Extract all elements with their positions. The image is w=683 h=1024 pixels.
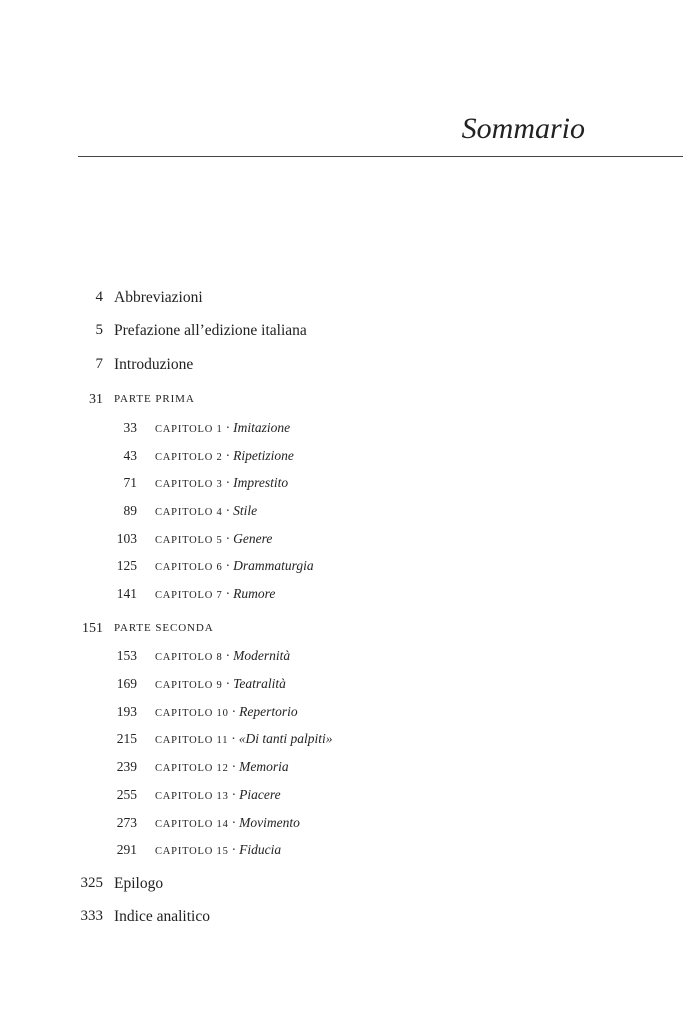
toc-chapter-number: CAPITOLO 1 bbox=[155, 424, 223, 435]
toc-chapter-title: Repertorio bbox=[239, 704, 298, 719]
toc-entry-label: Epilogo bbox=[114, 875, 164, 892]
toc-page-number: 7 bbox=[95, 356, 103, 372]
toc-chapter-number: CAPITOLO 5 bbox=[155, 535, 223, 546]
toc-page-number: 193 bbox=[116, 704, 137, 719]
toc-page-number: 103 bbox=[116, 531, 137, 546]
toc-page-number: 31 bbox=[89, 392, 103, 407]
toc-chapter-title: Fiducia bbox=[239, 842, 282, 857]
toc-page-number: 153 bbox=[116, 648, 137, 663]
table-of-contents: 4 Abbreviazioni 5 Prefazione all’edizione italiana 7 Introduzione 31 PARTE PRIMA 33 CAPITOLO 1 · Imitazione 43 CAPITOLO 2 · Ripetizione 71 CAPITOLO 3 · Imprestito 89 CAPITOLO 4 · Stile 103 CAPITOLO 5 · Genere 125 CAPITOLO 6 · Drammaturgia 141 CAPITOLO 7 · Rumore 151 PARTE SECONDA 153 CAPITOLO 8 · Modernità 169 CAPITOLO 9 · Teatralità 193 CAPITOLO 10 · Repertorio 215 CAPITOLO 11 · «Di tanti palpiti» 239 CAPITOLO 12 · Memoria 255 CAPITOLO 13 · Piacere 273 CAPITOLO 14 · Movimento 291 CAPITOLO 15 · Fiducia 325 Epilogo 333 Indice analitico bbox=[0, 0, 683, 1024]
toc-page-number: 273 bbox=[116, 815, 137, 830]
toc-chapter-number: CAPITOLO 10 bbox=[155, 708, 229, 719]
toc-chapter-title: «Di tanti palpiti» bbox=[238, 731, 333, 746]
toc-page-number: 4 bbox=[95, 289, 103, 305]
toc-chapter-number: CAPITOLO 4 bbox=[155, 507, 223, 518]
toc-chapter-title: Piacere bbox=[239, 787, 281, 802]
toc-chapter-title: Genere bbox=[233, 531, 273, 546]
toc-page-number: 89 bbox=[123, 503, 137, 518]
toc-entry-label: Introduzione bbox=[114, 356, 194, 373]
toc-chapter-title: Modernità bbox=[233, 648, 291, 663]
toc-page-number: 291 bbox=[116, 842, 137, 857]
toc-entry-label: Indice analitico bbox=[114, 908, 210, 925]
toc-chapter-title: Ripetizione bbox=[233, 448, 294, 463]
toc-chapter-number: CAPITOLO 13 bbox=[155, 791, 229, 802]
toc-chapter-number: CAPITOLO 9 bbox=[155, 680, 223, 691]
toc-entry-label: Abbreviazioni bbox=[114, 289, 203, 306]
toc-page-number: 215 bbox=[116, 731, 137, 746]
toc-chapter-title: Teatralità bbox=[233, 676, 286, 691]
toc-page-number: 5 bbox=[95, 322, 103, 338]
toc-chapter-number: CAPITOLO 7 bbox=[155, 590, 223, 601]
toc-chapter-title: Movimento bbox=[239, 815, 300, 830]
toc-page-number: 71 bbox=[123, 475, 137, 490]
toc-chapter-number: CAPITOLO 2 bbox=[155, 452, 223, 463]
toc-page-number: 325 bbox=[80, 875, 103, 891]
toc-page-number: 239 bbox=[116, 759, 137, 774]
toc-page-number: 43 bbox=[123, 448, 137, 463]
toc-chapter-title: Stile bbox=[233, 503, 258, 518]
toc-page-number: 141 bbox=[116, 586, 137, 601]
toc-chapter-title: Rumore bbox=[233, 586, 276, 601]
toc-page-number: 169 bbox=[116, 676, 137, 691]
toc-chapter-number: CAPITOLO 6 bbox=[155, 562, 223, 573]
toc-chapter-number: CAPITOLO 14 bbox=[155, 819, 229, 830]
toc-part-label: PARTE PRIMA bbox=[114, 393, 195, 405]
toc-chapter-number: CAPITOLO 3 bbox=[155, 479, 223, 490]
toc-part-label: PARTE SECONDA bbox=[114, 622, 214, 634]
toc-chapter-title: Drammaturgia bbox=[233, 558, 314, 573]
toc-page-number: 125 bbox=[116, 558, 137, 573]
toc-page-number: 151 bbox=[82, 621, 103, 636]
toc-chapter-title: Imprestito bbox=[233, 475, 289, 490]
toc-chapter-number: CAPITOLO 15 bbox=[155, 846, 229, 857]
toc-page-number: 333 bbox=[80, 908, 103, 924]
page-title: Sommario bbox=[461, 112, 585, 145]
toc-page-number: 33 bbox=[123, 420, 137, 435]
toc-chapter-number: CAPITOLO 8 bbox=[155, 652, 223, 663]
toc-chapter-number: CAPITOLO 11 bbox=[155, 735, 229, 746]
toc-chapter-number: CAPITOLO 12 bbox=[155, 763, 229, 774]
toc-page-number: 255 bbox=[116, 787, 137, 802]
toc-chapter-title: Memoria bbox=[239, 759, 289, 774]
toc-entry-label: Prefazione all’edizione italiana bbox=[114, 322, 307, 339]
toc-chapter-title: Imitazione bbox=[233, 420, 291, 435]
